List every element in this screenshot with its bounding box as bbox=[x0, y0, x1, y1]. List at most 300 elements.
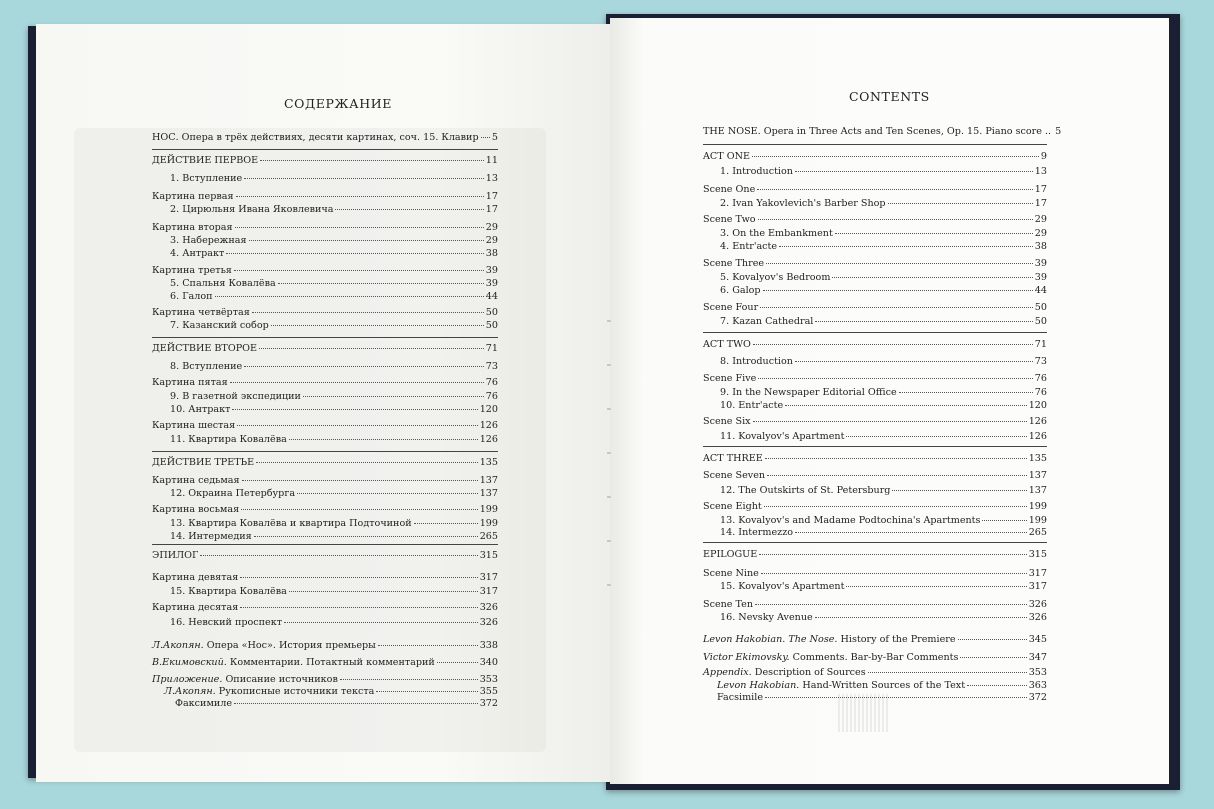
entry-label: Appendix. Description of Sources bbox=[703, 667, 866, 678]
entry-label: Scene Seven bbox=[703, 470, 766, 481]
appendix-entry bbox=[703, 652, 1047, 664]
number-entry bbox=[720, 198, 1047, 210]
number-entry bbox=[170, 291, 498, 303]
leader-dots bbox=[289, 591, 478, 592]
number-entry bbox=[720, 166, 1047, 178]
scene-entry bbox=[703, 258, 1047, 270]
entry-page-number: 17 bbox=[1034, 184, 1047, 195]
act-entry bbox=[703, 453, 1047, 465]
entry-label: 11. Квартира Ковалёва bbox=[170, 434, 287, 445]
left-page-heading: СОДЕРЖАНИЕ bbox=[284, 96, 392, 111]
act-entry bbox=[703, 151, 1047, 163]
entry-label: ACT TWO bbox=[703, 339, 751, 350]
number-entry bbox=[720, 485, 1047, 497]
entry-label: 13. Квартира Ковалёва и квартира Подточиной bbox=[170, 518, 412, 529]
entry-label: 12. The Outskirts of St. Petersburg bbox=[720, 485, 891, 496]
leader-dots bbox=[832, 277, 1032, 278]
entry-author: Л.Акопян. bbox=[164, 686, 219, 697]
entry-label: Картина пятая bbox=[152, 377, 228, 388]
number-entry bbox=[720, 527, 1047, 539]
act-separator bbox=[152, 337, 498, 338]
entry-label: Картина третья bbox=[152, 265, 232, 276]
entry-label: Л.Акопян. Опера «Нос». История премьеры bbox=[152, 640, 376, 651]
entry-page-number: 126 bbox=[479, 434, 498, 445]
entry-author: Л.Акопян. bbox=[152, 640, 207, 651]
entry-page-number: 50 bbox=[1034, 316, 1047, 327]
leader-dots bbox=[752, 156, 1039, 157]
entry-page-number: 135 bbox=[1028, 453, 1047, 464]
entry-page-number: 137 bbox=[479, 475, 498, 486]
entry-label: 1. Вступление bbox=[170, 173, 243, 184]
act-entry bbox=[152, 550, 498, 562]
entry-label: 10. Entr'acte bbox=[720, 400, 784, 411]
entry-label: THE NOSE. Opera in Three Acts and Ten Scenes, Op. 15. Piano score .. bbox=[703, 126, 1052, 137]
entry-author: В.Екимовский. bbox=[152, 657, 230, 668]
binding-stitch bbox=[607, 584, 611, 586]
entry-page-number: 353 bbox=[1028, 667, 1047, 678]
entry-page-number: 338 bbox=[479, 640, 498, 651]
act-entry bbox=[152, 155, 498, 167]
entry-author: Приложение. bbox=[152, 674, 226, 685]
entry-page-number: 120 bbox=[479, 404, 498, 415]
entry-label: Л.Акопян. Рукописные источники текста bbox=[164, 686, 375, 697]
scene-entry bbox=[152, 572, 498, 584]
entry-label: 1. Introduction bbox=[720, 166, 793, 177]
leader-dots bbox=[958, 639, 1027, 640]
number-entry bbox=[720, 387, 1047, 399]
entry-author: Levon Hakobian. The Nose. bbox=[703, 634, 841, 645]
leader-dots bbox=[284, 622, 478, 623]
entry-label: 3. On the Embankment bbox=[720, 228, 833, 239]
leader-dots bbox=[234, 270, 484, 271]
number-entry bbox=[720, 228, 1047, 240]
act-entry bbox=[703, 339, 1047, 351]
number-entry bbox=[170, 391, 498, 403]
appendix-entry bbox=[703, 667, 1047, 679]
act-separator bbox=[703, 332, 1047, 333]
act-separator bbox=[703, 542, 1047, 543]
entry-label: Картина девятая bbox=[152, 572, 239, 583]
entry-author: Levon Hakobian. bbox=[717, 680, 803, 691]
number-entry bbox=[720, 356, 1047, 368]
act-separator bbox=[152, 544, 498, 545]
entry-page-number: 39 bbox=[485, 265, 498, 276]
leader-dots bbox=[254, 536, 478, 537]
entry-label: В.Екимовский. Комментарии. Потактный комментарий bbox=[152, 657, 435, 668]
entry-page-number: 50 bbox=[485, 320, 498, 331]
leader-dots bbox=[256, 462, 478, 463]
leader-dots bbox=[215, 296, 484, 297]
entry-page-number: 315 bbox=[1028, 549, 1047, 560]
entry-page-number: 355 bbox=[479, 686, 498, 697]
act-separator bbox=[152, 149, 498, 150]
entry-page-number: 11 bbox=[485, 155, 498, 166]
leader-dots bbox=[892, 490, 1026, 491]
entry-page-number: 265 bbox=[1028, 527, 1047, 538]
entry-page-number: 17 bbox=[485, 204, 498, 215]
entry-label: 13. Kovalyov's and Madame Podtochina's Apartments bbox=[720, 515, 981, 526]
number-entry bbox=[170, 361, 498, 373]
leader-dots bbox=[289, 439, 478, 440]
number-entry bbox=[170, 320, 498, 332]
leader-dots bbox=[764, 506, 1027, 507]
number-entry bbox=[170, 235, 498, 247]
entry-page-number: 13 bbox=[485, 173, 498, 184]
scene-entry bbox=[152, 377, 498, 389]
binding-stitch bbox=[607, 452, 611, 454]
entry-page-number: 315 bbox=[479, 550, 498, 561]
entry-page-number: 345 bbox=[1028, 634, 1047, 645]
scene-entry bbox=[152, 222, 498, 234]
entry-page-number: 76 bbox=[485, 391, 498, 402]
entry-page-number: 76 bbox=[1034, 373, 1047, 384]
entry-label: Levon Hakobian. Hand-Written Sources of the Text bbox=[717, 680, 966, 691]
leader-dots bbox=[779, 246, 1033, 247]
number-entry bbox=[720, 515, 1047, 527]
entry-page-number: 29 bbox=[485, 235, 498, 246]
number-entry bbox=[720, 431, 1047, 443]
leader-dots bbox=[795, 532, 1027, 533]
leader-dots bbox=[437, 662, 478, 663]
scene-entry bbox=[703, 416, 1047, 428]
entry-page-number: 137 bbox=[479, 488, 498, 499]
appendix-entry bbox=[703, 634, 1047, 646]
entry-page-number: 73 bbox=[1034, 356, 1047, 367]
appendix-entry bbox=[175, 698, 498, 710]
binding-stitch bbox=[607, 320, 611, 322]
scene-entry bbox=[152, 602, 498, 614]
number-entry bbox=[170, 204, 498, 216]
appendix-entry bbox=[152, 640, 498, 652]
entry-page-number: 137 bbox=[1028, 470, 1047, 481]
entry-label: 7. Kazan Cathedral bbox=[720, 316, 814, 327]
leader-dots bbox=[755, 604, 1027, 605]
entry-page-number: 76 bbox=[1034, 387, 1047, 398]
leader-dots bbox=[763, 290, 1033, 291]
number-entry bbox=[170, 248, 498, 260]
leader-dots bbox=[297, 493, 478, 494]
number-entry bbox=[170, 488, 498, 500]
entry-page-number: 326 bbox=[1028, 612, 1047, 623]
appendix-entry bbox=[164, 686, 498, 698]
entry-label: Картина четвёртая bbox=[152, 307, 250, 318]
entry-page-number: 340 bbox=[479, 657, 498, 668]
leader-dots bbox=[888, 203, 1033, 204]
entry-page-number: 347 bbox=[1028, 652, 1047, 663]
leader-dots bbox=[241, 509, 478, 510]
leader-dots bbox=[378, 645, 478, 646]
entry-page-number: 44 bbox=[485, 291, 498, 302]
leader-dots bbox=[244, 366, 484, 367]
entry-author: Appendix. bbox=[703, 667, 755, 678]
scene-entry bbox=[152, 420, 498, 432]
leader-dots bbox=[815, 617, 1027, 618]
entry-page-number: 39 bbox=[1034, 258, 1047, 269]
leader-dots bbox=[232, 409, 477, 410]
entry-label: 11. Kovalyov's Apartment bbox=[720, 431, 845, 442]
entry-page-number: 38 bbox=[1034, 241, 1047, 252]
entry-page-number: 137 bbox=[1028, 485, 1047, 496]
leader-dots bbox=[967, 685, 1027, 686]
scene-entry bbox=[703, 184, 1047, 196]
leader-dots bbox=[240, 607, 477, 608]
leader-dots bbox=[235, 227, 484, 228]
entry-page-number: 73 bbox=[485, 361, 498, 372]
entry-page-number: 317 bbox=[1028, 581, 1047, 592]
act-entry bbox=[152, 343, 498, 355]
scene-entry bbox=[703, 568, 1047, 580]
right-page-heading: CONTENTS bbox=[849, 89, 930, 104]
entry-label: Факсимиле bbox=[175, 698, 233, 709]
entry-page-number: 50 bbox=[1034, 302, 1047, 313]
entry-label: 2. Ivan Yakovlevich's Barber Shop bbox=[720, 198, 886, 209]
appendix-entry bbox=[717, 692, 1047, 704]
leader-dots bbox=[259, 348, 484, 349]
entry-page-number: 50 bbox=[485, 307, 498, 318]
leader-dots bbox=[758, 378, 1032, 379]
entry-page-number: 126 bbox=[479, 420, 498, 431]
scene-entry bbox=[703, 599, 1047, 611]
entry-page-number: 363 bbox=[1028, 680, 1047, 691]
binding-stitch bbox=[607, 540, 611, 542]
entry-page-number: 44 bbox=[1034, 285, 1047, 296]
leader-dots bbox=[226, 253, 483, 254]
leader-dots bbox=[815, 321, 1032, 322]
leader-dots bbox=[481, 137, 490, 138]
number-entry bbox=[170, 434, 498, 446]
appendix-entry bbox=[152, 657, 498, 669]
leader-dots bbox=[234, 703, 478, 704]
entry-label: Scene Eight bbox=[703, 501, 762, 512]
number-entry bbox=[170, 278, 498, 290]
leader-dots bbox=[785, 405, 1026, 406]
number-entry bbox=[170, 617, 498, 629]
entry-page-number: 76 bbox=[485, 377, 498, 388]
scene-entry bbox=[703, 501, 1047, 513]
entry-label: 5. Kovalyov's Bedroom bbox=[720, 272, 831, 283]
entry-label: Картина первая bbox=[152, 191, 234, 202]
scene-entry bbox=[703, 214, 1047, 226]
scene-entry bbox=[703, 470, 1047, 482]
number-entry bbox=[170, 531, 498, 543]
number-entry bbox=[170, 518, 498, 530]
entry-page-number: 120 bbox=[1028, 400, 1047, 411]
appendix-entry bbox=[717, 680, 1047, 692]
entry-label: 6. Галоп bbox=[170, 291, 213, 302]
entry-label: 2. Цирюльня Ивана Яковлевича bbox=[170, 204, 334, 215]
leader-dots bbox=[252, 312, 484, 313]
entry-page-number: 29 bbox=[1034, 214, 1047, 225]
entry-label: НОС. Опера в трёх действиях, десяти картинах, соч. 15. Клавир bbox=[152, 132, 479, 143]
number-entry bbox=[170, 404, 498, 416]
entry-label: Scene Five bbox=[703, 373, 757, 384]
entry-label: Картина восьмая bbox=[152, 504, 240, 515]
entry-page-number: 29 bbox=[485, 222, 498, 233]
leader-dots bbox=[414, 523, 478, 524]
entry-page-number: 9 bbox=[1040, 151, 1047, 162]
scene-entry bbox=[152, 265, 498, 277]
entry-page-number: 126 bbox=[1028, 416, 1047, 427]
entry-label: ДЕЙСТВИЕ ВТОРОЕ bbox=[152, 343, 258, 354]
leader-dots bbox=[236, 196, 484, 197]
act-entry bbox=[152, 457, 498, 469]
entry-label: 16. Невский проспект bbox=[170, 617, 283, 628]
leader-dots bbox=[303, 396, 484, 397]
leader-dots bbox=[753, 421, 1027, 422]
entry-label: 9. В газетной экспедиции bbox=[170, 391, 301, 402]
leader-dots bbox=[846, 436, 1026, 437]
entry-label: Картина вторая bbox=[152, 222, 233, 233]
entry-page-number: 17 bbox=[485, 191, 498, 202]
entry-page-number: 199 bbox=[479, 504, 498, 515]
entry-page-number: 317 bbox=[1028, 568, 1047, 579]
number-entry bbox=[170, 173, 498, 185]
entry-label: Facsimile bbox=[717, 692, 764, 703]
scene-entry bbox=[152, 504, 498, 516]
entry-label: Scene Six bbox=[703, 416, 751, 427]
leader-dots bbox=[982, 520, 1026, 521]
leader-dots bbox=[759, 554, 1026, 555]
leader-dots bbox=[795, 171, 1033, 172]
leader-dots bbox=[230, 382, 484, 383]
entry-label: 14. Intermezzo bbox=[720, 527, 794, 538]
entry-page-number: 372 bbox=[1028, 692, 1047, 703]
leader-dots bbox=[758, 219, 1033, 220]
leader-dots bbox=[835, 233, 1033, 234]
scene-entry bbox=[152, 191, 498, 203]
scene-entry bbox=[152, 307, 498, 319]
leader-dots bbox=[757, 189, 1033, 190]
entry-page-number: 38 bbox=[485, 248, 498, 259]
leader-dots bbox=[271, 325, 484, 326]
entry-author: Victor Ekimovsky. bbox=[703, 652, 793, 663]
entry-page-number: 13 bbox=[1034, 166, 1047, 177]
act-entry bbox=[703, 549, 1047, 561]
leader-dots bbox=[237, 425, 477, 426]
act-separator bbox=[703, 144, 1047, 145]
entry-label: 4. Антракт bbox=[170, 248, 225, 259]
entry-label: Приложение. Описание источников bbox=[152, 674, 338, 685]
entry-label: 7. Казанский собор bbox=[170, 320, 269, 331]
scene-entry bbox=[152, 475, 498, 487]
leader-dots bbox=[846, 586, 1026, 587]
entry-label: 3. Набережная bbox=[170, 235, 247, 246]
number-entry bbox=[720, 285, 1047, 297]
number-entry bbox=[720, 612, 1047, 624]
entry-label: ДЕЙСТВИЕ ПЕРВОЕ bbox=[152, 155, 259, 166]
entry-label: ACT ONE bbox=[703, 151, 750, 162]
act-separator bbox=[152, 451, 498, 452]
entry-label: 8. Introduction bbox=[720, 356, 793, 367]
act-separator bbox=[703, 446, 1047, 447]
leader-dots bbox=[766, 263, 1033, 264]
entry-page-number: 39 bbox=[1034, 272, 1047, 283]
entry-label: ЭПИЛОГ bbox=[152, 550, 199, 561]
entry-page-number: 326 bbox=[479, 602, 498, 613]
leader-dots bbox=[767, 475, 1027, 476]
binding-stitch bbox=[607, 408, 611, 410]
entry-page-number: 5 bbox=[491, 132, 498, 143]
number-entry bbox=[720, 272, 1047, 284]
binding-stitch bbox=[607, 496, 611, 498]
leader-dots bbox=[765, 697, 1027, 698]
entry-page-number: 317 bbox=[479, 572, 498, 583]
entry-label: Scene Ten bbox=[703, 599, 754, 610]
leader-dots bbox=[760, 307, 1033, 308]
entry-label: Scene Nine bbox=[703, 568, 759, 579]
entry-page-number: 372 bbox=[479, 698, 498, 709]
entry-page-number: 39 bbox=[485, 278, 498, 289]
scene-entry bbox=[703, 302, 1047, 314]
leader-dots bbox=[249, 240, 484, 241]
scene-entry bbox=[703, 373, 1047, 385]
entry-page-number: 326 bbox=[1028, 599, 1047, 610]
leader-dots bbox=[260, 160, 484, 161]
entry-label: 10. Антракт bbox=[170, 404, 231, 415]
entry-page-number: 317 bbox=[479, 586, 498, 597]
entry-label: Scene One bbox=[703, 184, 756, 195]
entry-page-number: 126 bbox=[1028, 431, 1047, 442]
entry-page-number: 135 bbox=[479, 457, 498, 468]
entry-label: ACT THREE bbox=[703, 453, 763, 464]
entry-label: 4. Entr'acte bbox=[720, 241, 778, 252]
entry-label: Levon Hakobian. The Nose. History of the Premiere bbox=[703, 634, 956, 645]
leader-dots bbox=[278, 283, 484, 284]
binding-stitch bbox=[607, 364, 611, 366]
entry-label: 8. Вступление bbox=[170, 361, 243, 372]
entry-label: 6. Galop bbox=[720, 285, 761, 296]
entry-page-number: 265 bbox=[479, 531, 498, 542]
entry-label: 15. Квартира Ковалёва bbox=[170, 586, 287, 597]
entry-label: 16. Nevsky Avenue bbox=[720, 612, 813, 623]
leader-dots bbox=[761, 573, 1027, 574]
leader-dots bbox=[753, 344, 1033, 345]
leader-dots bbox=[795, 361, 1033, 362]
entry-page-number: 199 bbox=[1028, 501, 1047, 512]
entry-label: Victor Ekimovsky. Comments. Bar-by-Bar Comments bbox=[703, 652, 959, 663]
entry-page-number: 71 bbox=[485, 343, 498, 354]
leader-dots bbox=[242, 480, 478, 481]
number-entry bbox=[720, 241, 1047, 253]
leader-dots bbox=[335, 209, 483, 210]
leader-dots bbox=[376, 691, 477, 692]
leader-dots bbox=[244, 178, 484, 179]
number-entry bbox=[720, 316, 1047, 328]
number-entry bbox=[170, 586, 498, 598]
entry-label: ДЕЙСТВИЕ ТРЕТЬЕ bbox=[152, 457, 255, 468]
number-entry bbox=[720, 400, 1047, 412]
entry-page-number: 71 bbox=[1034, 339, 1047, 350]
leader-dots bbox=[340, 679, 478, 680]
entry-label: 12. Окраина Петербурга bbox=[170, 488, 296, 499]
entry-label: 9. In the Newspaper Editorial Office bbox=[720, 387, 897, 398]
entry-label: 14. Интермедия bbox=[170, 531, 252, 542]
number-entry bbox=[720, 581, 1047, 593]
leader-dots bbox=[240, 577, 477, 578]
leader-dots bbox=[960, 657, 1026, 658]
entry-label: 5. Спальня Ковалёва bbox=[170, 278, 276, 289]
leader-dots bbox=[200, 555, 477, 556]
entry-label: Scene Two bbox=[703, 214, 756, 225]
entry-page-number: 17 bbox=[1034, 198, 1047, 209]
entry-label: EPILOGUE bbox=[703, 549, 758, 560]
entry-label: Scene Four bbox=[703, 302, 759, 313]
entry-label: Картина седьмая bbox=[152, 475, 240, 486]
entry-page-number: 29 bbox=[1034, 228, 1047, 239]
leader-dots bbox=[765, 458, 1027, 459]
opera-title-entry bbox=[703, 126, 1062, 138]
entry-label: Scene Three bbox=[703, 258, 765, 269]
